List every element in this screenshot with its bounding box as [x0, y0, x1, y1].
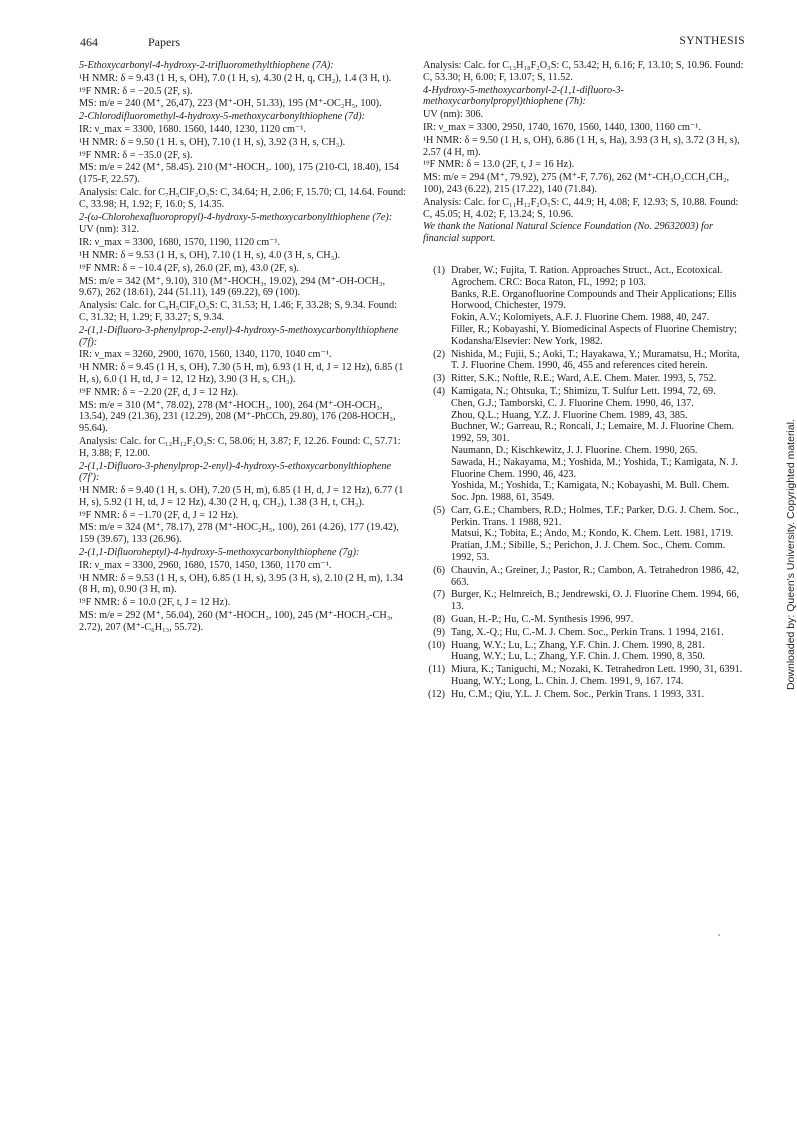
reference-item — [423, 505, 748, 564]
left-column — [79, 60, 406, 635]
data-line: UV (nm): 312. — [79, 224, 140, 236]
data-line: ¹H NMR: δ = 9.40 (1 H, s. OH), 7.20 (5 H, m), 6.85 (1 H, d, J = 12 Hz), 6.77 (1 H, s), 5.92 (1 H, td, J = 12 Hz), 4.30 (2 H, q, CH₂), 1.38 (3 H, t, CH₃). — [79, 485, 404, 508]
data-line: MS: m/e = 292 (M⁺, 56.04), 260 (M⁺-HOCH₃, 100), 245 (M⁺-HOCH₃-CH₃, 2.72), 207 (M⁺-C₆H₁₃, 55.72). — [79, 610, 393, 633]
data-line: IR: ν_max = 3300, 1680. 1560, 1440, 1230, 1120 cm⁻¹. — [79, 123, 306, 135]
reference-number: (2) — [433, 348, 445, 360]
citation-line: Hu, C.M.; Qiu, Y.L. J. Chem. Soc., Perkin Trans. 1 1993, 331. — [451, 688, 705, 700]
reference-body — [451, 349, 748, 373]
citation-line: Guan, H.-P.; Hu, C.-M. Synthesis 1996, 997. — [451, 614, 634, 626]
compound-heading: We thank the National Natural Science Foundation (No. 29632003) for financial support. — [423, 221, 713, 245]
data-line: Analysis: Calc. for C₁₃H₁₈F₂O₃S: C, 53.42; H, 6.16; F, 13.10; S, 10.96. Found: C, 53.30; H, 6.00; F, 13.07; S, 11.52. — [423, 60, 744, 83]
reference-item — [423, 565, 748, 589]
data-line: IR: ν_max = 3300, 2950, 1740, 1670, 1560, 1440, 1300, 1160 cm⁻¹. — [423, 121, 701, 133]
citation-line: Matsui, K.; Tobita, E.; Ando, M.; Kondo, K. Chem. Lett. 1981, 1719. — [451, 528, 734, 540]
reference-item — [423, 664, 748, 688]
reference-body — [451, 664, 748, 688]
citation-line: Zhou, Q.L.; Huang, Y.Z. J. Fluorine Chem. 1989, 43, 385. — [451, 409, 688, 421]
reference-item — [423, 627, 748, 639]
citation-line: Ritter, S.K.; Noftle, R.E.; Ward, A.E. Chem. Mater. 1993, 5, 752. — [451, 373, 717, 385]
data-line: Analysis: Calc. for C₉H₅ClF₆O₃S: C, 31.53; H, 1.46; F, 33.28; S, 9.34. Found: C, 31.32; H, 1.29; F, 33.27; S, 9.34. — [79, 300, 397, 323]
compound-heading: 2-(1,1-Difluoroheptyl)-4-hydroxy-5-methoxycarbonylthiophene (7g): — [79, 547, 360, 559]
citation-line: Chen, G.J.; Tamborski, C. J. Fluorine Chem. 1990, 46, 137. — [451, 397, 694, 409]
reference-body — [451, 627, 748, 639]
citation-line: Pratian, J.M.; Sibille, S.; Perichon, J. J. Chem. Soc., Chem. Comm. 1992, 53. — [451, 540, 726, 564]
citation-line: Chauvin, A.; Greiner, J.; Pastor, R.; Cambon, A. Tetrahedron 1986, 42, 663. — [451, 564, 740, 588]
citation-line: Kamigata, N.; Ohtsuka, T.; Shimizu, T. Sulfur Lett. 1994, 72, 69. — [451, 385, 716, 397]
download-watermark: Downloaded by: Queen's University. Copyrighted material. — [785, 419, 797, 690]
reference-number: (8) — [433, 614, 445, 626]
data-line: UV (nm): 306. — [423, 109, 484, 121]
page-number: 464 — [80, 35, 98, 49]
data-line: ¹H NMR: δ = 9.50 (1 H. s, OH), 7.10 (1 H, s), 3.92 (3 H, s, CH₃). — [79, 136, 346, 148]
citation-line: Draber, W.; Fujita, T. Ration. Approaches Struct., Act., Ecotoxical. Agrochem. CRC: Boca Raton, FL, 1992; p 103. — [451, 264, 723, 288]
data-line: Analysis: Calc. for C₁₂H₁₂F₂O₃S: C, 58.06; H, 3.87; F, 12.26. Found: C, 57.71: H, 3.88; F, 12.00. — [79, 435, 401, 459]
citation-line: Miura, K.; Taniguchi, M.; Nozaki, K. Tetrahedron Lett. 1990, 31, 6391. — [451, 664, 743, 676]
reference-item — [423, 265, 748, 348]
data-line: Analysis: Calc. for C₇H₅ClF₂O₃S: C, 34.64; H, 2.06; F, 15.70; Cl, 14.64. Found: C, 33.98; H, 1.92; F, 16.0; S, 14.35. — [79, 186, 406, 210]
citation-line: Tang, X.-Q.; Hu, C.-M. J. Chem. Soc., Perkin Trans. 1 1994, 2161. — [451, 626, 724, 638]
citation-line: Sawada, H.; Nakayama, M.; Yoshida, M.; Yoshida, T.; Kamigata, N. J. Fluorine Chem. 1990, 46, 423. — [451, 456, 738, 480]
citation-line: Nishida, M.; Fujii, S.; Aoki, T.; Hayakawa, Y.; Muramatsu, H.; Morita, T. J. Fluorine Chem. 1990, 46, 455 and references cited herein. — [451, 348, 740, 372]
data-line: MS: m/e = 342 (M⁺, 9.10), 310 (M⁺-HOCH₃, 19.02), 294 (M⁺-OH-OCH₃, 9.67), 262 (18.61), 244 (51.11), 149 (69.22), 69 (100). — [79, 275, 386, 299]
data-line: ¹H NMR: δ = 9.45 (1 H, s, OH), 7.30 (5 H, m), 6.93 (1 H, d, J = 12 Hz), 6.85 (1 H, s), 6.0 (1 H, td, J = 12, 12 Hz), 3.90 (3 H, s, CH₃). — [79, 362, 404, 385]
data-line: IR: ν_max = 3300, 1680, 1570, 1190, 1120 cm⁻¹. — [79, 237, 281, 249]
data-line: ¹⁹F NMR: δ = −20.5 (2F, s). — [79, 85, 193, 97]
reference-number: (6) — [433, 564, 445, 576]
reference-body — [451, 689, 748, 701]
data-line: MS: m/e = 242 (M⁺, 58.45). 210 (M⁺-HOCH₃. 100), 175 (210-Cl, 18.40), 154 (175-F, 22.57). — [79, 162, 400, 186]
data-line: IR: ν_max = 3300, 2960, 1680, 1570, 1450, 1360, 1170 cm⁻¹. — [79, 559, 332, 571]
data-line: ¹H NMR: δ = 9.43 (1 H, s, OH), 7.0 (1 H, s), 4.30 (2 H, q, CH₂), 1.4 (3 H, t). — [79, 72, 392, 84]
data-line: ¹⁹F NMR: δ = −2.20 (2F, d, J = 12 Hz). — [79, 386, 239, 398]
references-list — [423, 265, 748, 701]
reference-number: (1) — [433, 264, 445, 276]
data-line: ¹⁹F NMR: δ = −10.4 (2F, s), 26.0 (2F, m), 43.0 (2F, s). — [79, 262, 299, 274]
reference-number: (4) — [433, 385, 445, 397]
reference-item — [423, 386, 748, 504]
reference-body — [451, 505, 748, 564]
data-line: MS: m/e = 310 (M⁺, 78.02), 278 (M⁺-HOCH₃, 100), 264 (M⁺-OH-OCH₃, 13.54), 249 (21.36), 231 (12.29), 208 (M⁺-PhCCh, 29.80), 176 (208-HOCH₃, 95.64). — [79, 399, 396, 435]
reference-body — [451, 614, 748, 626]
reference-number: (5) — [433, 504, 445, 516]
reference-body — [451, 373, 748, 385]
reference-item — [423, 349, 748, 373]
citation-line: Naumann, D.; Kischkewitz, J. J. Fluorine. Chem. 1990, 265. — [451, 444, 698, 456]
citation-line: Huang, W.Y.; Long, L. Chin. J. Chem. 1991, 9, 167. 174. — [451, 676, 684, 688]
reference-number: (9) — [433, 626, 445, 638]
reference-item — [423, 589, 748, 613]
right-column — [423, 60, 748, 702]
data-line: ¹⁹F NMR: δ = −35.0 (2F, s). — [79, 149, 193, 161]
right-column-text — [423, 60, 748, 245]
reference-number: (12) — [428, 688, 445, 700]
page-speck — [718, 934, 720, 936]
journal-name: SYNTHESIS — [679, 35, 745, 47]
data-line: ¹⁹F NMR: δ = −1.70 (2F, d, J = 12 Hz). — [79, 509, 239, 521]
reference-body — [451, 386, 748, 504]
data-line: MS: m/e = 324 (M⁺, 78.17), 278 (M⁺-HOC₂H₅, 100), 261 (4.26), 177 (19.42), 159 (39.67), 133 (26.96). — [79, 522, 399, 546]
citation-line: Fokin, A.V.; Kolomiyets, A.F. J. Fluorine Chem. 1988, 40, 247. — [451, 312, 710, 324]
citation-line: Filler, R.; Kobayashi, Y. Biomedicinal Aspects of Fluorine Chemistry; Kodansha/Elsevier: New York, 1982. — [451, 323, 737, 347]
reference-number: (3) — [433, 373, 445, 385]
citation-line: Banks, R.E. Organofluorine Compounds and Their Applications; Ellis Horwood, Chichester, 1979. — [451, 288, 737, 312]
compound-heading: 2-(ω-Chlorohexafluoropropyl)-4-hydroxy-5-methoxycarbonylthiophene (7e): — [79, 211, 393, 223]
citation-line: Buchner, W.; Garreau, R.; Roncali, J.; Lemaire, M. J. Fluorine Chem. 1992, 59, 301. — [451, 421, 735, 445]
citation-line: Carr, G.E.; Chambers, R.D.; Holmes, T.F.; Parker, D.G. J. Chem. Soc., Perkin. Trans. 1 1988, 921. — [451, 504, 739, 528]
compound-heading: 5-Ethoxycarbonyl-4-hydroxy-2-trifluoromethylthiophene (7A): — [79, 60, 334, 71]
data-line: MS: m/e = 240 (M⁺, 26,47), 223 (M⁺-OH, 51.33), 195 (M⁺-OC₂H₅, 100). — [79, 98, 382, 110]
data-line: ¹H NMR: δ = 9.53 (1 H, s, OH), 6.85 (1 H, s), 3.95 (3 H, s), 2.10 (2 H, m), 1.34 (8 H, m), 0.90 (3 H, m). — [79, 572, 404, 596]
reference-body — [451, 640, 748, 664]
reference-number: (10) — [428, 639, 445, 651]
data-line: MS: m/e = 294 (M⁺, 79.92), 275 (M⁺-F, 7.76), 262 (M⁺-CH₃O₂CCH₂CH₂, 100), 243 (6.22), 215 (17.22), 140 (71.84). — [423, 172, 730, 195]
citation-line: Burger, K.; Helmreich, B.; Jendrewski, O. J. Fluorine Chem. 1994, 66, 13. — [451, 589, 740, 613]
reference-item — [423, 640, 748, 664]
reference-body — [451, 589, 748, 613]
reference-number: (7) — [433, 589, 445, 601]
section-label: Papers — [148, 35, 180, 49]
data-line: IR: ν_max = 3260, 2900, 1670, 1560, 1340, 1170, 1040 cm⁻¹. — [79, 349, 332, 361]
compound-heading: 2-(1,1-Difluoro-3-phenylprop-2-enyl)-4-hydroxy-5-ethoxycarbonylthiophene (7f′): — [79, 460, 392, 484]
reference-number: (11) — [428, 664, 445, 676]
data-line: ¹H NMR: δ = 9.50 (1 H, s, OH), 6.86 (1 H, s, Ha), 3.93 (3 H, s), 3.72 (3 H, s), 2.57 (4 H, m). — [423, 134, 740, 158]
data-line: Analysis: Calc. for C₁₁H₁₂F₂O₅S: C, 44.9; H, 4.08; F, 12.93; S, 10.88. Found: C, 45.05; H, 4.02; F, 13.24; S, 10.96. — [423, 196, 739, 220]
compound-heading: 4-Hydroxy-5-methoxycarbonyl-2-(1,1-difluoro-3-methoxycarbonylpropyl)thiophene (7h): — [423, 84, 624, 108]
compound-heading: 2-Chlorodifluoromethyl-4-hydroxy-5-methoxycarbonylthiophene (7d): — [79, 111, 366, 123]
citation-line: Huang, W.Y.; Lu, L.; Zhang, Y.F. Chin. J. Chem. 1990, 8, 281. — [451, 639, 705, 651]
reference-item — [423, 373, 748, 385]
data-line: ¹⁹F NMR: δ = 10.0 (2F, t, J = 12 Hz). — [79, 597, 231, 609]
reference-body — [451, 565, 748, 589]
reference-item — [423, 614, 748, 626]
citation-line: Yoshida, M.; Yoshida, T.; Kamigata, N.; Kobayashi, M. Bull. Chem. Soc. Jpn. 1988, 61, 3549. — [451, 480, 730, 504]
citation-line: Huang, W.Y.; Lu, L.; Zhang, Y.F. Chin. J. Chem. 1990, 8, 350. — [451, 651, 705, 663]
compound-heading: 2-(1,1-Difluoro-3-phenylprop-2-enyl)-4-hydroxy-5-methoxycarbonylthiophene (7f): — [79, 324, 399, 348]
reference-body — [451, 265, 748, 348]
reference-item — [423, 689, 748, 701]
data-line: ¹H NMR: δ = 9.53 (1 H, s, OH), 7.10 (1 H, s), 4.0 (3 H, s, CH₃). — [79, 249, 341, 261]
data-line: ¹⁹F NMR: δ = 13.0 (2F, t, J = 16 Hz). — [423, 159, 575, 171]
